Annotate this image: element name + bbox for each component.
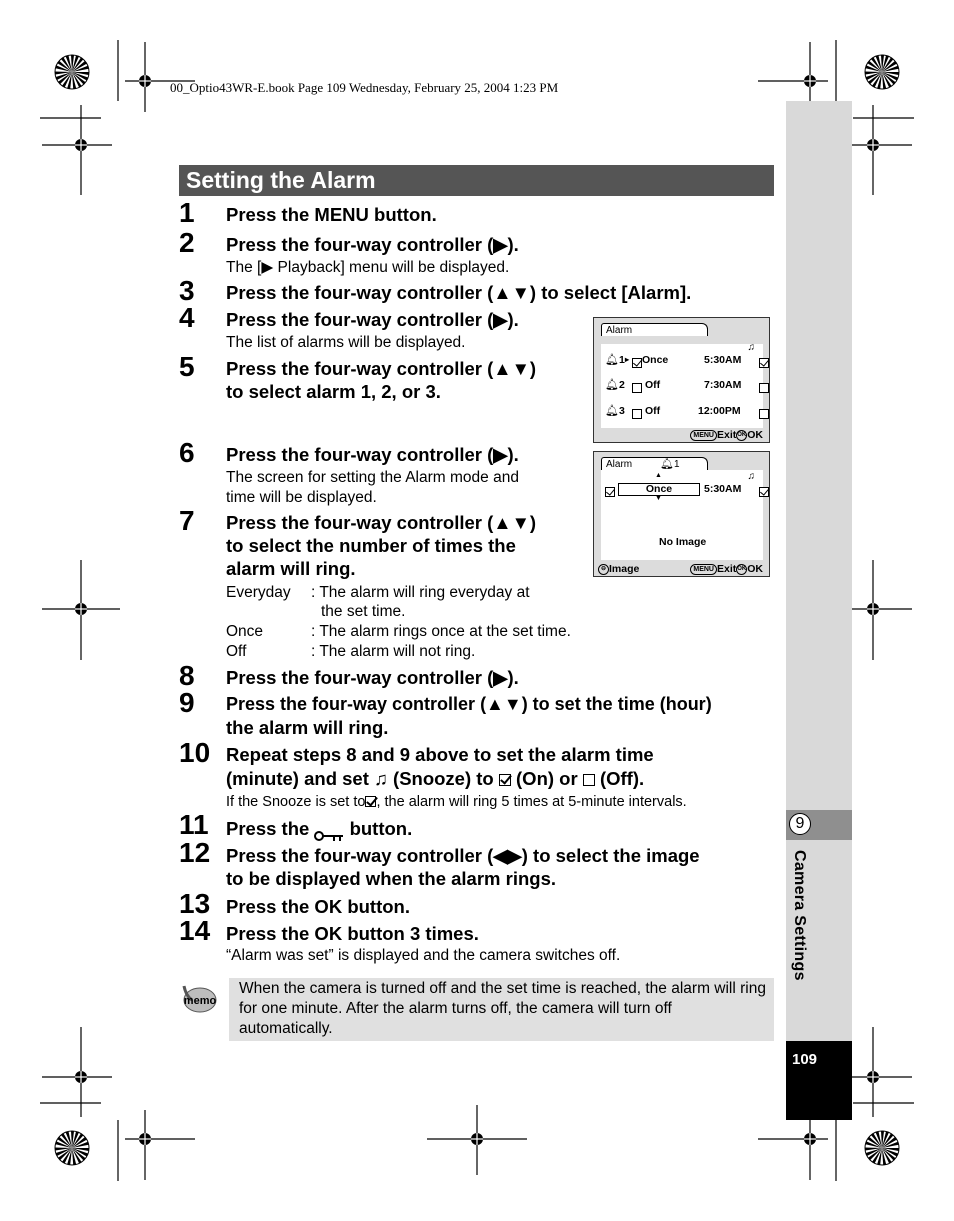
step-text: Press the four-way controller (◀▶) to select the image [226, 845, 700, 866]
step-text: Repeat steps 8 and 9 above to set the alarm time [226, 744, 654, 765]
chapter-title: Camera Settings [791, 850, 808, 981]
step-text: Press the four-way controller (▶). [226, 234, 519, 255]
bell-icon: 🔔︎ [605, 354, 619, 366]
alarm-row: 🔔︎ 1 ▸ Once 5:30AM [601, 352, 763, 368]
step-number: 11 [179, 809, 209, 840]
step-number: 5 [179, 351, 195, 382]
section-title: Setting the Alarm [179, 165, 774, 196]
step-number: 7 [179, 505, 195, 536]
menu-button-icon: MENU [690, 564, 717, 575]
alarm-row: 🔔︎ 3 Off 12:00PM [601, 403, 763, 419]
screen-tab: Alarm 🔔︎ 1 [601, 457, 708, 470]
step-note: The list of alarms will be displayed. [226, 334, 466, 351]
step-number: 1 [179, 197, 195, 228]
snooze-checkbox [759, 383, 769, 393]
screen-tab: Alarm [601, 323, 708, 336]
step-text: Press the four-way controller (▶). [226, 667, 519, 688]
step-note: If the Snooze is set to , the alarm will ring 5 times at 5-minute intervals. [226, 794, 687, 810]
empty-box-icon [583, 774, 595, 786]
definition-desc: : The alarm will not ring. [311, 643, 476, 660]
svg-text:memo: memo [183, 995, 217, 1007]
chapter-number: 9 [789, 813, 811, 835]
step-text: the alarm will ring. [226, 717, 389, 738]
step-text: Press the OK button 3 times. [226, 923, 479, 944]
step-number: 9 [179, 687, 195, 718]
step-text: Press the button. [226, 818, 413, 839]
step-number: 2 [179, 227, 195, 258]
memo-icon [180, 982, 218, 1021]
memo-text: When the camera is turned off and the set time is reached, the alarm will ring for one minute. After the alarm turns off, the camera will turn off automatically. [239, 980, 766, 1037]
mode-field: Once [618, 483, 700, 496]
bell-icon: 🔔︎ [660, 458, 674, 470]
definition-term: Once [226, 623, 264, 640]
checked-box-icon [365, 796, 376, 807]
step-text: Press the four-way controller (▶). [226, 444, 519, 465]
no-image-label: No Image [659, 536, 707, 548]
snooze-icon: ♫ [747, 342, 755, 353]
step-text: Press the four-way controller (▲▼) [226, 512, 537, 533]
snooze-icon: ♫ [747, 471, 755, 482]
definition-desc: the set time. [321, 603, 406, 620]
step-number: 10 [179, 737, 211, 768]
bell-icon: 🔔︎ [605, 379, 619, 391]
screen-footer-left: ⊖ Image [598, 563, 639, 575]
menu-button-icon: MENU [690, 430, 717, 441]
snooze-icon: ♫ [374, 768, 388, 789]
step-number: 6 [179, 437, 195, 468]
snooze-checkbox [759, 487, 769, 497]
step-text: to select the number of times the [226, 535, 516, 556]
step-text: to be displayed when the alarm rings. [226, 868, 556, 889]
page-number: 109 [792, 1051, 818, 1068]
screen-footer: MENU ExitOKOK [690, 563, 763, 575]
screen-footer: MENU ExitOKOK [690, 429, 763, 441]
step-number: 3 [179, 275, 195, 306]
step-number: 13 [179, 888, 211, 919]
step-number: 8 [179, 660, 195, 691]
ok-button-icon: OK [736, 430, 747, 441]
step-text: (minute) and set ♫ (Snooze) to (On) or (Off). [226, 768, 645, 789]
step-text: alarm will ring. [226, 558, 356, 579]
up-arrow-icon: ▲ [655, 472, 662, 479]
down-arrow-icon: ▼ [655, 495, 662, 502]
key-icon [314, 824, 344, 836]
definition-term: Everyday [226, 584, 291, 601]
step-number: 12 [179, 837, 211, 868]
ok-button-icon: OK [736, 564, 747, 575]
step-text: Press the four-way controller (▲▼) to select [Alarm]. [226, 282, 692, 303]
step-text: Press the four-way controller (▲▼) to set the time (hour) [226, 694, 712, 714]
step-note: The screen for setting the Alarm mode and [226, 469, 519, 486]
enable-checkbox [632, 409, 642, 419]
step-note: time will be displayed. [226, 489, 377, 506]
step-note: “Alarm was set” is displayed and the camera switches off. [226, 947, 621, 964]
snooze-checkbox [759, 358, 769, 368]
screen-content [601, 344, 763, 428]
image-key-icon: ⊖ [598, 564, 609, 575]
definition-desc: : The alarm rings once at the set time. [311, 623, 571, 640]
step-note: The [▶ Playback] menu will be displayed. [226, 259, 510, 276]
bell-icon: 🔔︎ [605, 405, 619, 417]
step-text: Press the four-way controller (▲▼) [226, 358, 537, 379]
definition-desc: : The alarm will ring everyday at [311, 584, 530, 601]
enable-checkbox [605, 487, 615, 497]
step-number: 14 [179, 915, 211, 946]
step-text: Press the OK button. [226, 896, 410, 917]
step-text: Press the MENU button. [226, 204, 437, 225]
alarm-setting-row: Once 5:30AM [601, 481, 763, 497]
screen-content [601, 470, 763, 560]
step-text: Press the four-way controller (▶). [226, 309, 519, 330]
print-header-line: 00_Optio43WR-E.book Page 109 Wednesday, February 25, 2004 1:23 PM [170, 80, 559, 95]
definition-term: Off [226, 643, 247, 660]
enable-checkbox [632, 383, 642, 393]
checked-box-icon [499, 774, 511, 786]
step-number: 4 [179, 302, 195, 333]
camera-screen-alarm-setting [593, 451, 770, 577]
step-text: to select alarm 1, 2, or 3. [226, 381, 441, 402]
snooze-checkbox [759, 409, 769, 419]
enable-checkbox [632, 358, 642, 368]
camera-screen-alarm-list [593, 317, 770, 443]
alarm-row: 🔔︎ 2 Off 7:30AM [601, 377, 763, 393]
